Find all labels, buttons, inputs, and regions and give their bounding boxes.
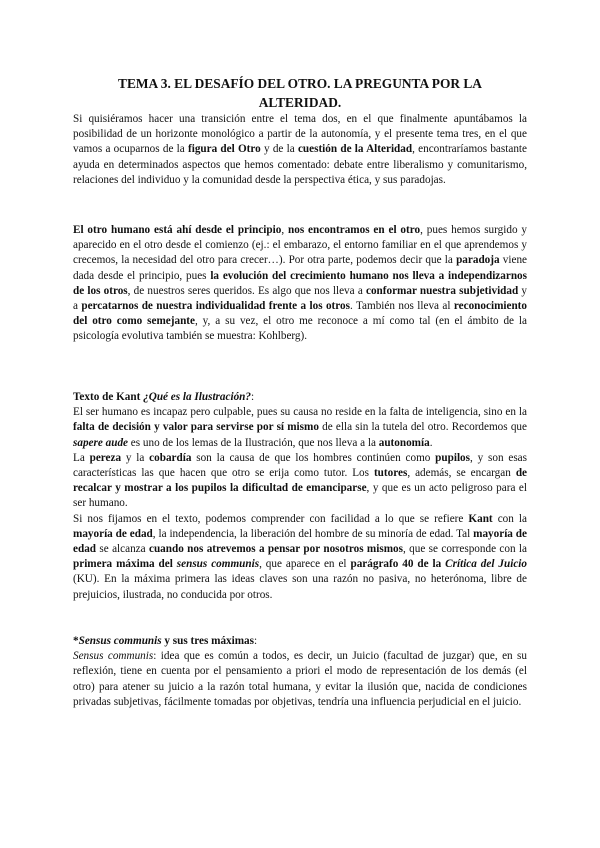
- bold-run: y sus tres máximas: [161, 635, 255, 647]
- bold-run: la evolución del crecimiento humano nos lleva a independizarnos de los otros: [73, 269, 527, 297]
- bold-run: figura del Otro: [187, 143, 261, 156]
- bold-run: pereza: [89, 451, 122, 464]
- title-line-1: TEMA 3. EL DESAFÍO DEL OTRO. LA PREGUNTA POR LA: [118, 76, 482, 91]
- bold-run: paradoja: [456, 254, 500, 267]
- bold-run: tutores: [373, 467, 408, 480]
- bold-italic-run: ¿Qué es la Ilustración?: [143, 391, 251, 403]
- bold-run: primera máxima del: [73, 558, 177, 571]
- bold-run: falta de decisión y valor para servirse por sí mismo: [73, 421, 319, 434]
- bold-run: parágrafo 40 de la: [350, 558, 446, 571]
- sensus-communis-section: [73, 634, 527, 710]
- bold-run: cobardía: [149, 451, 192, 464]
- text-run: , y son esas características las que hacen que otro se erija como tutor. Los: [73, 451, 527, 480]
- italic-run: Sensus communis: [73, 650, 154, 663]
- text-run: . También nos lleva al: [350, 300, 454, 313]
- sensus-paragraph: [73, 649, 527, 710]
- bold-italic-run: sensus communis: [176, 558, 260, 571]
- text-run: :: [251, 391, 255, 403]
- text-run: y la: [121, 451, 150, 464]
- text-run: (KU). En la máxima primera las ideas claves son una razón no pasiva, no heterónoma, libre de prejuicios, ilustrada, no conducida por otros.: [73, 573, 527, 601]
- text-run: y de la: [260, 143, 298, 156]
- kant-paragraph-3: [73, 512, 527, 603]
- text-run: , y, a su vez, el otro me reconoce a mí como tal (en el ámbito de la psicología evolutiva también se muestra: Kohlberg).: [73, 315, 528, 343]
- text-run: Si nos fijamos en el texto, podemos comprender con facilidad a lo que se refiere: [73, 512, 469, 525]
- bold-italic-run: Crítica del Juicio: [445, 558, 527, 571]
- text-run: :: [254, 635, 258, 647]
- text-run: El ser humano es incapaz pero culpable, pues su causa no reside en la falta de inteligencia, sino en la: [73, 406, 527, 419]
- text-run: son la causa de que los hombres continúen como: [191, 451, 436, 464]
- bold-run: reconocimiento del otro como semejante: [73, 300, 528, 328]
- bold-italic-run: sapere aude: [73, 436, 128, 449]
- text-run: , además, se encargan: [407, 467, 516, 480]
- bold-run: cuestión de la Alteridad: [297, 143, 413, 156]
- text-run: de ella sin la tutela del otro. Recordemos que: [318, 421, 527, 434]
- text-run: con la: [492, 512, 527, 525]
- text-run: : idea que es común a todos, es decir, un Juicio (facultad de juzgar) que, en su reflexión, tiene en cuenta por el pensamiento a priori el modo de representación de los demás (el otro) para atener su juicio a la razón total humana, y evitar la ilusión que, nacida de condiciones privadas subjetivas, fácilmente tomadas por objetivas, tendría una influencia perjudicial en el juicio.: [73, 650, 527, 708]
- text-run: ,: [281, 224, 289, 236]
- page-title: [100, 74, 500, 112]
- bold-run: conformar nuestra subjetividad: [365, 284, 519, 297]
- bold-run: nos encontramos en el otro: [288, 224, 421, 236]
- text-run: Si quisiéramos hacer una transición entre el tema dos, en el que finalmente apuntábamos la posibilidad de un horizonte monológico a partir de la autonomía, y el presente tema tres, en el que vamos a ocuparnos de la: [73, 113, 527, 156]
- text-run: La: [73, 451, 90, 464]
- bold-run: mayoría de edad: [73, 527, 527, 556]
- text-run: .: [429, 436, 433, 449]
- title-line-2: ALTERIDAD.: [258, 95, 342, 110]
- kant-paragraph-1: [73, 405, 527, 451]
- text-run: viene dada desde el principio, pues: [73, 254, 528, 282]
- text-run: , pues hemos surgido y aparecido en el otro desde el comienzo (ej.: el embarazo, el entorno familiar en el que aprendemos y crecemos, la necesidad del otro para crecer…). Por otra parte, podemos decir que la: [73, 224, 528, 267]
- text-run: , que se corresponde con la: [402, 543, 527, 556]
- kant-heading: [73, 390, 527, 405]
- text-run: , de nuestros seres queridos. Es algo que nos lleva a: [127, 284, 366, 297]
- bold-run: mayoría de edad: [73, 527, 153, 540]
- bold-italic-run: Sensus communis: [78, 635, 162, 647]
- bold-run: pupilos: [435, 451, 471, 464]
- text-run: , y que es un acto peligroso para el ser humano.: [73, 482, 527, 510]
- bold-run: Texto de Kant: [73, 391, 144, 403]
- bold-run: autonomía: [378, 436, 430, 449]
- bold-run: *: [73, 635, 79, 647]
- kant-section: [73, 390, 527, 603]
- text-run: , que aparece en el: [259, 558, 351, 571]
- text-run: se alcanza: [96, 543, 149, 556]
- other-human-paragraph: [73, 223, 527, 345]
- text-run: , la independencia, la liberación del hombre de su minoría de edad. Tal: [152, 527, 474, 540]
- bold-run: El otro humano está ahí desde el principio: [73, 224, 282, 236]
- text-run: es uno de los lemas de la Ilustración, que nos lleva a la: [128, 436, 379, 449]
- intro-section: [73, 112, 527, 188]
- other-human-section: [73, 223, 527, 345]
- kant-paragraph-2: [73, 451, 527, 512]
- text-run: y a: [73, 284, 528, 313]
- bold-run: de recalcar y mostrar a los pupilos la dificultad de emanciparse: [73, 467, 527, 495]
- text-run: , encontraríamos bastante ayuda en determinados aspectos que hemos comentado: debate entre liberalismo y comunitarismo, relaciones del individuo y la comunidad desde la perspectiva ética, y sus paradojas.: [73, 143, 527, 186]
- bold-run: Kant: [468, 512, 493, 525]
- sensus-heading: [73, 634, 527, 649]
- bold-run: percatarnos de nuestra individualidad frente a los otros: [81, 300, 350, 313]
- bold-run: cuando nos atrevemos a pensar por nosotros mismos: [148, 543, 403, 556]
- intro-paragraph: [73, 112, 527, 188]
